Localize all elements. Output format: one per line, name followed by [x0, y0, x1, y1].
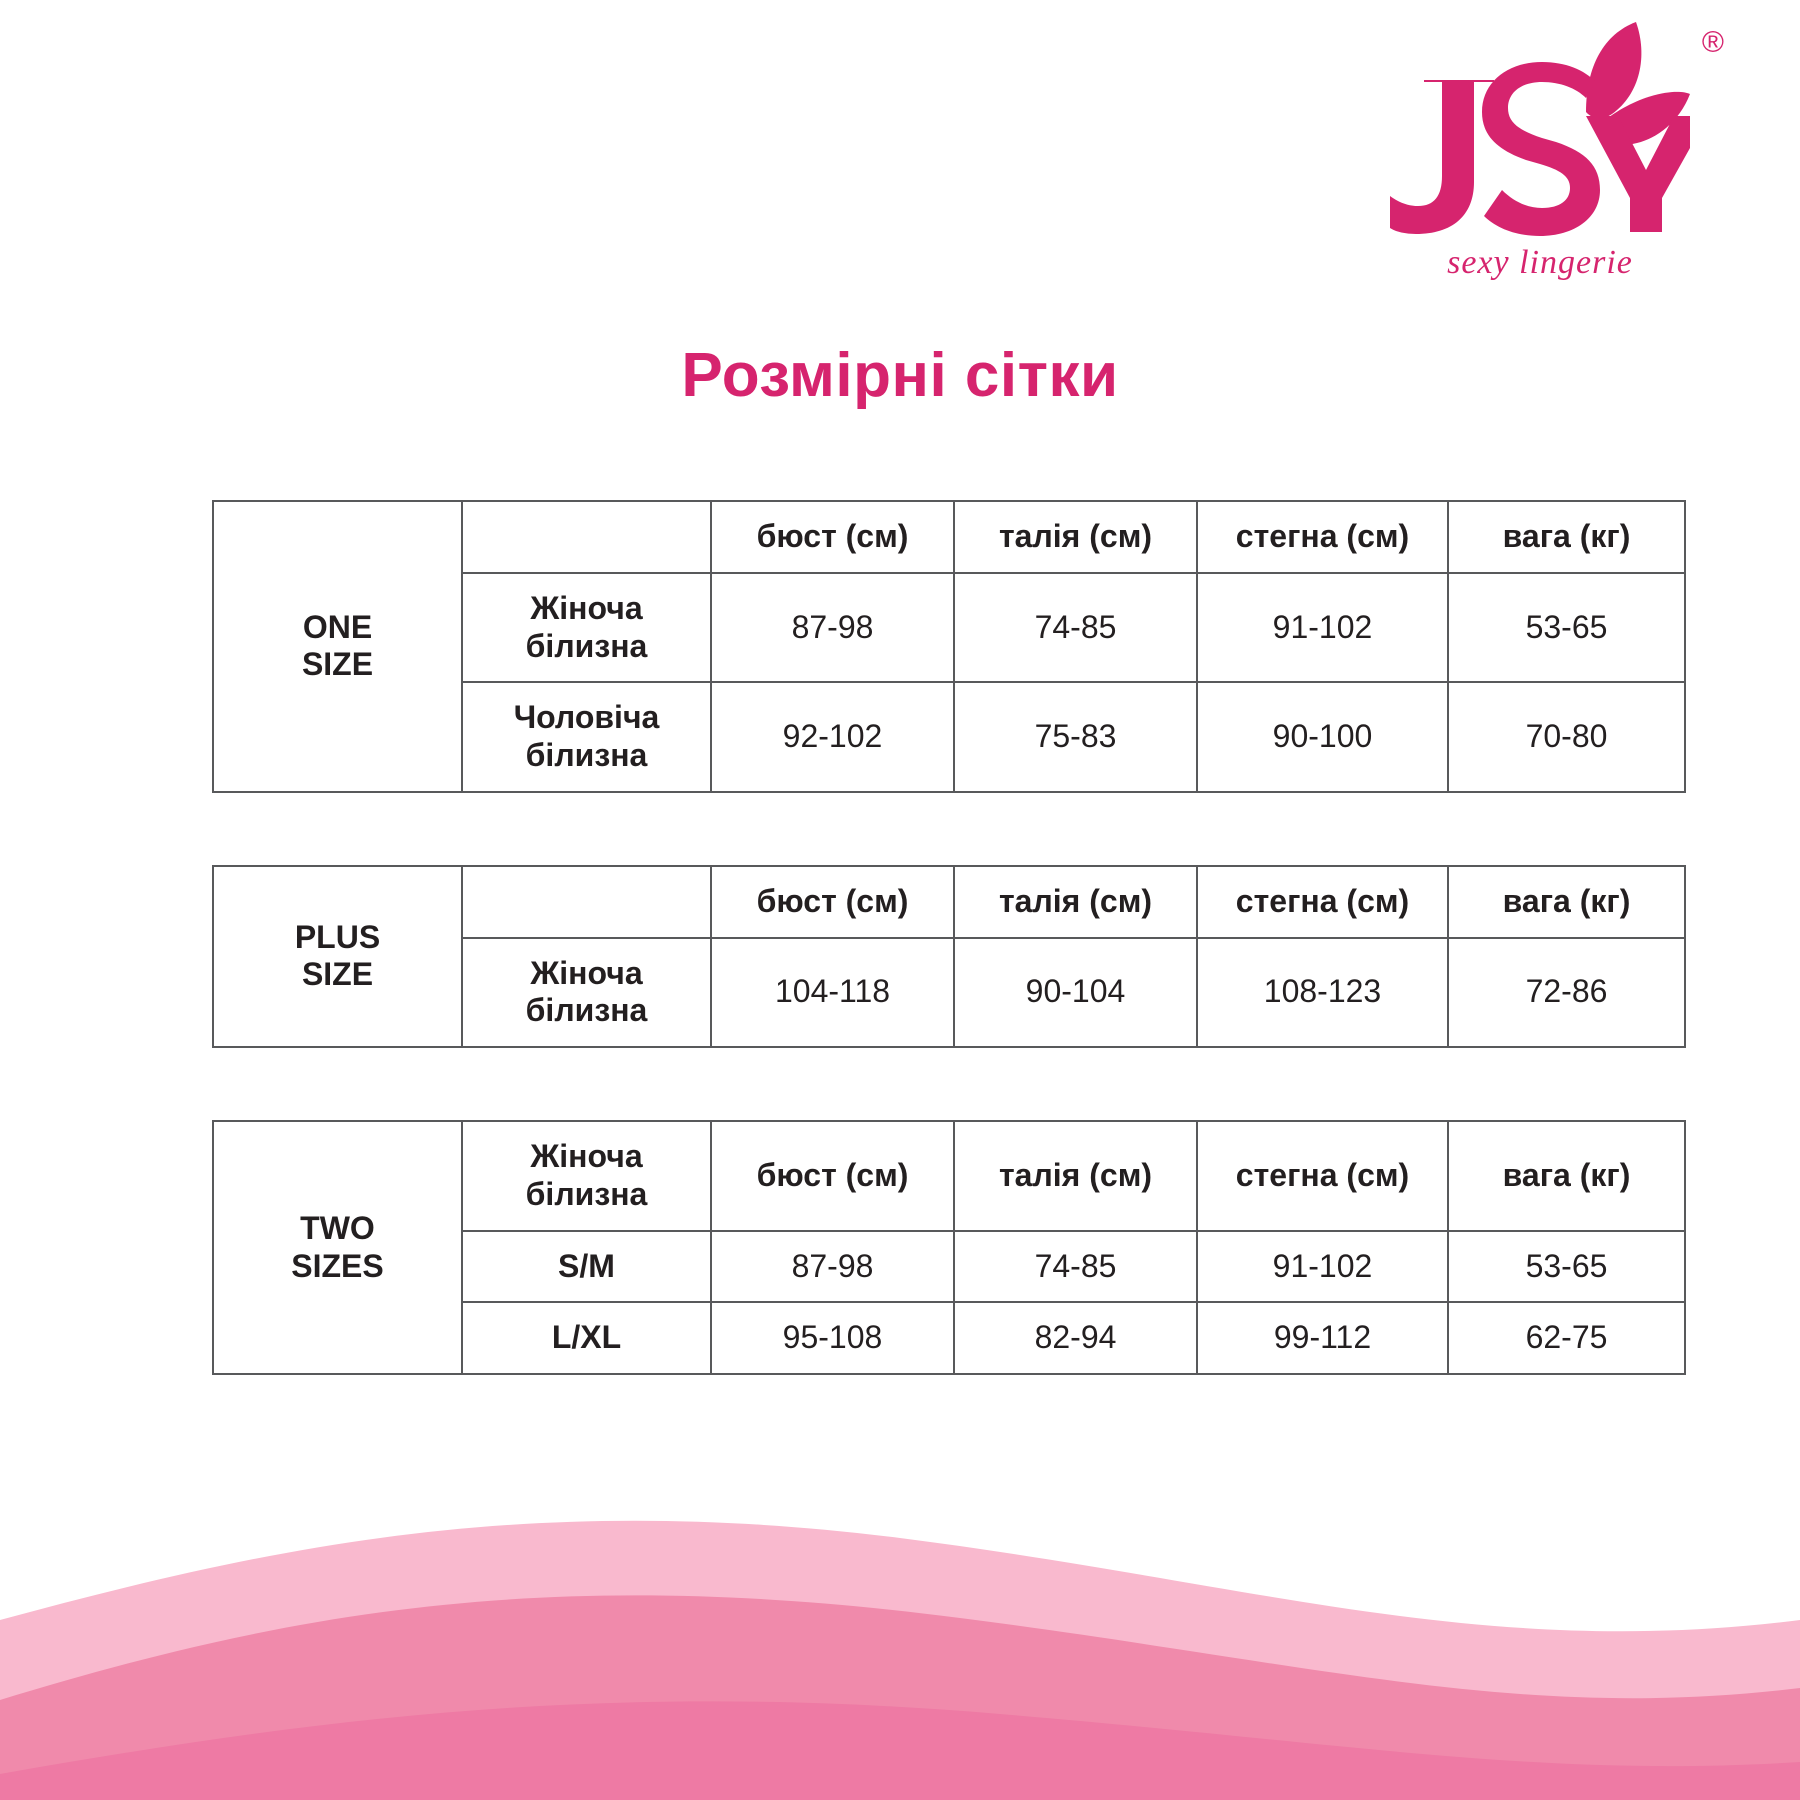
table-cell: 82-94	[954, 1302, 1197, 1374]
registered-mark-icon: ®	[1701, 26, 1724, 59]
table-cell: 53-65	[1448, 1231, 1685, 1303]
column-header-waist: талія (см)	[954, 866, 1197, 938]
group-label-one-size: ONE SIZE	[213, 501, 462, 792]
column-header-hips: стегна (см)	[1197, 1121, 1448, 1231]
column-header-hips: стегна (см)	[1197, 501, 1448, 573]
group-label-two-sizes: TWO SIZES	[213, 1121, 462, 1374]
column-header-hips: стегна (см)	[1197, 866, 1448, 938]
table-cell: 72-86	[1448, 938, 1685, 1048]
table-cell: 87-98	[711, 1231, 954, 1303]
table-cell: 108-123	[1197, 938, 1448, 1048]
column-header-womens: Жіноча білизна	[462, 1121, 711, 1231]
table-cell: 70-80	[1448, 682, 1685, 792]
row-header-womens: Жіноча білизна	[462, 573, 711, 683]
row-header-womens: Жіноча білизна	[462, 938, 711, 1048]
column-header-waist: талія (см)	[954, 501, 1197, 573]
group-label-plus-size: PLUS SIZE	[213, 866, 462, 1047]
table-cell: 90-100	[1197, 682, 1448, 792]
size-table-one-size	[212, 500, 1686, 793]
table-cell: 91-102	[1197, 573, 1448, 683]
table-cell: 75-83	[954, 682, 1197, 792]
jsy-logo-icon	[1390, 20, 1690, 250]
row-header-mens: Чоловіча білизна	[462, 682, 711, 792]
size-table-plus-size	[212, 865, 1686, 1048]
table-cell: 90-104	[954, 938, 1197, 1048]
column-header-weight: вага (кг)	[1448, 501, 1685, 573]
table-cell: 74-85	[954, 1231, 1197, 1303]
brand-logo	[1360, 20, 1724, 320]
row-header-sm: S/M	[462, 1231, 711, 1303]
column-header-weight: вага (кг)	[1448, 866, 1685, 938]
column-header-bust: бюст (см)	[711, 866, 954, 938]
page-title: Розмірні сітки	[681, 341, 1119, 410]
table-cell: 62-75	[1448, 1302, 1685, 1374]
size-table-two-sizes	[212, 1120, 1686, 1375]
column-header-bust: бюст (см)	[711, 1121, 954, 1231]
table-row	[213, 501, 1685, 573]
row-header-lxl: L/XL	[462, 1302, 711, 1374]
table-cell: 95-108	[711, 1302, 954, 1374]
brand-tagline: sexy lingerie	[1447, 244, 1633, 281]
table-row	[213, 866, 1685, 938]
table-cell: 91-102	[1197, 1231, 1448, 1303]
table-cell-blank	[462, 501, 711, 573]
table-cell: 53-65	[1448, 573, 1685, 683]
table-cell: 87-98	[711, 573, 954, 683]
table-cell: 104-118	[711, 938, 954, 1048]
size-tables-container	[212, 500, 1631, 1447]
table-row	[213, 1121, 1685, 1231]
table-cell-blank	[462, 866, 711, 938]
column-header-bust: бюст (см)	[711, 501, 954, 573]
table-cell: 74-85	[954, 573, 1197, 683]
table-cell: 92-102	[711, 682, 954, 792]
column-header-weight: вага (кг)	[1448, 1121, 1685, 1231]
column-header-waist: талія (см)	[954, 1121, 1197, 1231]
table-cell: 99-112	[1197, 1302, 1448, 1374]
